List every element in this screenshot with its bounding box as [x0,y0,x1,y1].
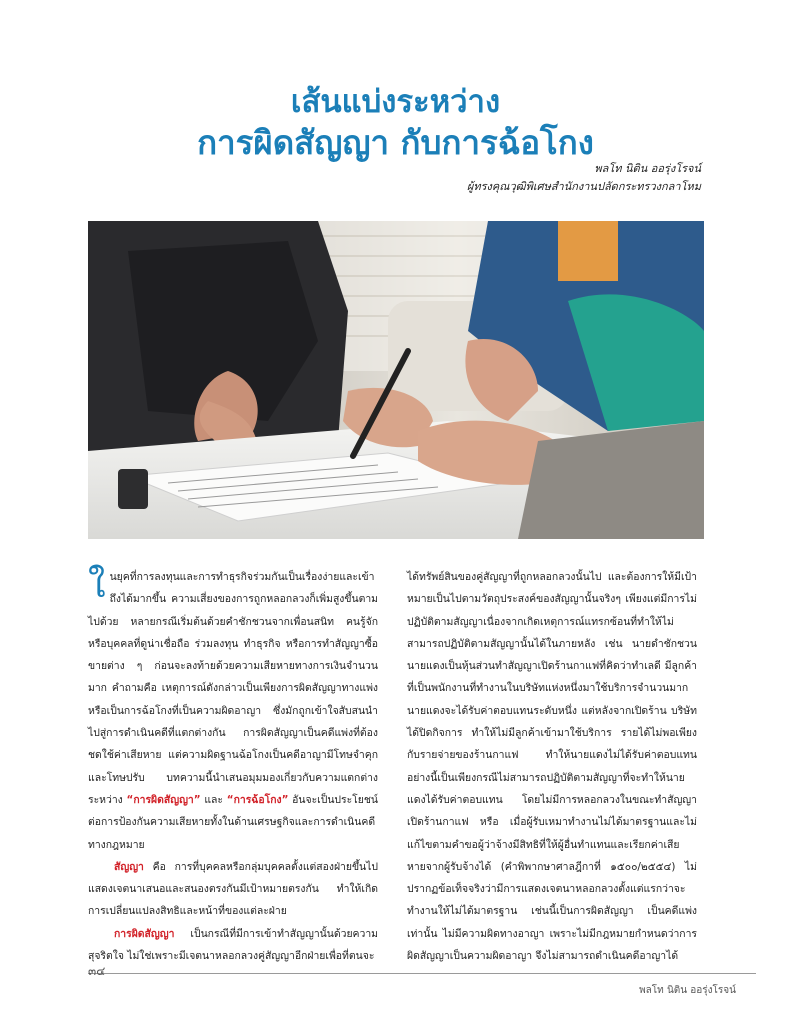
breach-paragraph [88,923,378,968]
author-name: พลโท นิติน ออรุ่งโรจน์ [594,162,701,175]
intro-text-lead: นยุคที่การลงทุนและการทำธุรกิจร่วมกันเป็นเรื่องง่ายและเข้าถึงได้มากขึ้น ความเสี่ยงของการถูกหลอกลวงก็เพิ่มสูงขึ้นตามไปด้วย หลายกรณีเริ่มต้นด้วยคำชักชวนจากเพื่อนสนิท คนรู้จัก หรือบุคคลที่ดูน่าเชื่อถือ ร่วมลงทุน ทำธุรกิจ หรือการทำสัญญาซื้อขายต่าง ๆ ก่อนจะลงท้ายด้วยความเสียหายทางการเงินจำนวนมาก คำถามคือ เหตุการณ์ดังกล่าวเป็นเพียงการผิดสัญญาทางแพ่ง หรือเป็นการฉ้อโกงที่เป็นความผิดอาญา ซึ่งมักถูกเข้าใจสับสนนำไปสู่การดำเนินคดีที่แตกต่างกัน การผิดสัญญาเป็นคดีแพ่งที่ต้องชดใช้ค่าเสียหาย แต่ความผิดฐานฉ้อโกงเป็นคดีอาญามีโทษจำคุกและโทษปรับ บทความนี้นำเสนอมุมมองเกี่ยวกับความแตกต่างระหว่าง [88,571,378,806]
contract-signing-photo [88,221,704,539]
author-position: ผู้ทรงคุณวุฒิพิเศษสำนักงานปลัดกระทรวงกลาโหม [466,180,701,193]
term-contract: สัญญา [114,860,144,873]
term-breach-of-contract: “การผิดสัญญา” [126,793,201,806]
contract-definition-paragraph [88,856,378,923]
intro-text-mid: และ [200,793,227,806]
footer-divider [88,973,756,974]
author-block [467,160,701,196]
article-title-line2: การผิดสัญญา กับการฉ้อโกง [197,123,594,162]
term-fraud: “การฉ้อโกง” [226,793,289,806]
drop-cap: ใ [88,565,106,606]
body-column-left [88,566,378,967]
article-title-line1: เส้นแบ่งระหว่าง [290,84,501,120]
right-column-paragraph: ได้ทรัพย์สินของคู่สัญญาที่ถูกหลอกลวงนั้นไป และต้องการให้มีเป้าหมายเป็นไปตามวัตถุประสงค์ของสัญญานั้นจริงๆ เพียงแต่มีการไม่ปฏิบัติตามสัญญาเนื่องจากเกิดเหตุการณ์แทรกซ้อนที่ทำให้ไม่สามารถปฏิบัติตามสัญญานั้นได้ในภายหลัง เช่น นายดำชักชวนนายแดงเป็นหุ้นส่วนทำสัญญาเปิดร้านกาแฟที่คิดว่าทำเลดี มีลูกค้าที่เป็นพนักงานที่ทำงานในบริษัทแห่งหนึ่งมาใช้บริการจำนวนมาก นายแดงจะได้รับค่าตอบแทนระดับหนึ่ง แต่หลังจากเปิดร้าน บริษัทได้ปิดกิจการ ทำให้ไม่มีลูกค้าเข้ามาใช้บริการ รายได้ไม่พอเพียงกับรายจ่ายของร้านกาแฟ ทำให้นายแดงไม่ได้รับค่าตอบแทน อย่างนี้เป็นเพียงกรณีไม่สามารถปฏิบัติตามสัญญาที่จะทำให้นายแดงได้รับค่าตอบแทน โดยไม่มีการหลอกลวงในขณะทำสัญญาเปิดร้านกาแฟ หรือ เมื่อผู้รับเหมาทำงานไม่ได้มาตรฐานและไม่แก้ไขตามคำขอผู้ว่าจ้างมีสิทธิที่ให้ผู้อื่นทำแทนและเรียกค่าเสียหายจากผู้รับจ้างได้ (คำพิพากษาศาลฎีกาที่ ๑๕๐๐/๒๕๕๔) ไม่ปรากฏข้อเท็จจริงว่ามีการแสดงเจตนาหลอกลวงตั้งแต่แรกว่าจะทำงานให้ไม่ได้มาตรฐาน เช่นนี้เป็นการผิดสัญญา เป็นคดีแพ่งเท่านั้น ไม่มีความผิดทางอาญา เพราะไม่มีกฎหมายกำหนดว่าการผิดสัญญาเป็นความผิดอาญา จึงไม่สามารถดำเนินคดีอาญาได้ [407,571,697,963]
footer-author: พลโท นิติน ออรุ่งโรจน์ [639,985,736,996]
term-breach: การผิดสัญญา [114,927,175,940]
contract-definition-text: คือ การที่บุคคลหรือกลุ่มบุคคลตั้งแต่สองฝ่ายขึ้นไปแสดงเจตนาเสนอและสนองตรงกันมีเป้าหมายตรงกัน ทำให้เกิดการเปลี่ยนแปลงสิทธิและหน้าที่ของแต่ละฝ่าย [88,860,378,918]
breach-text: เป็นกรณีที่มีการเข้าทำสัญญานั้นด้วยความสุจริตใจ ไม่ใช่เพราะมีเจตนาหลอกลวงคู่สัญญาอีกฝ่ายเพื่อที่ตนจะ [88,927,378,963]
intro-paragraph [88,566,378,856]
intro-text-tail: อันจะเป็นประโยชน์ต่อการป้องกันความเสียหายทั้งในด้านเศรษฐกิจและการดำเนินคดีทางกฎหมาย [88,793,378,851]
body-column-right [407,566,697,967]
page-number: ๓๔ [88,964,106,978]
